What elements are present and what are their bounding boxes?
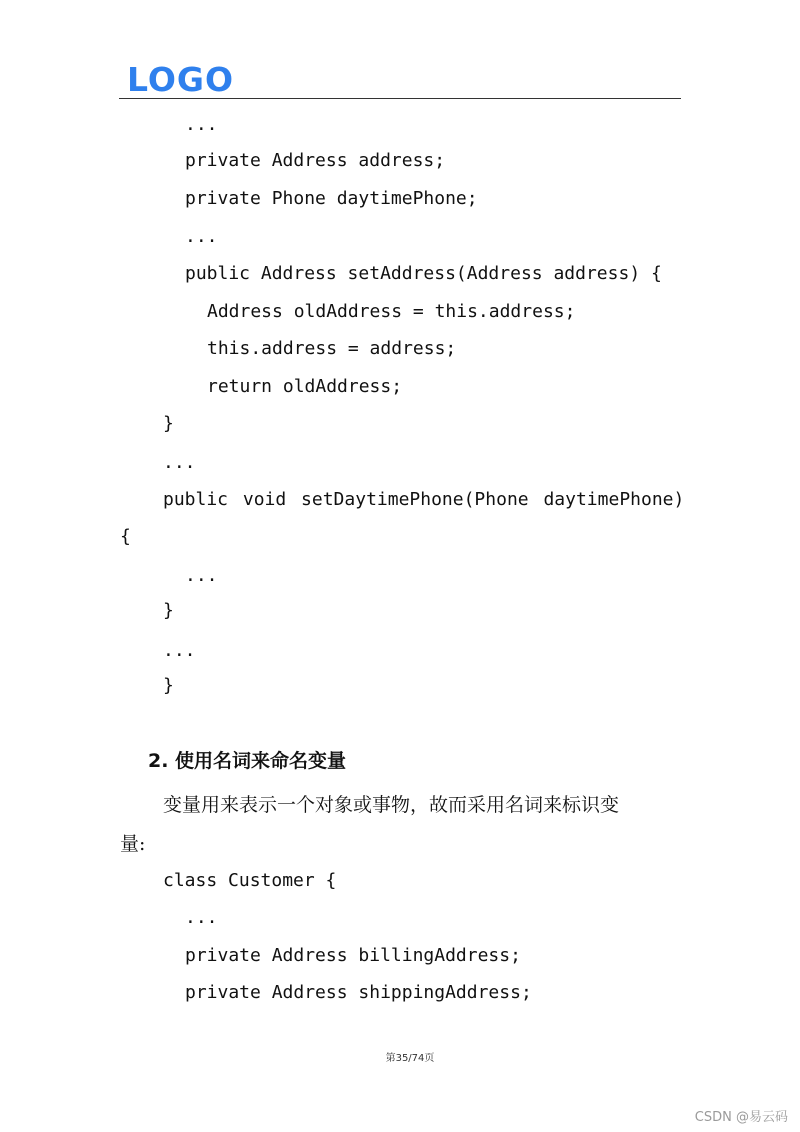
page-number: 第35/74页 — [385, 1053, 435, 1064]
code-line: ... — [185, 114, 218, 135]
code-line: Address oldAddress = this.address; — [207, 301, 576, 322]
logo: LOGO — [127, 60, 235, 99]
code-line: ... — [185, 565, 218, 586]
code-line: private Address shippingAddress; — [185, 982, 532, 1003]
section-heading: 2. 使用名词来命名变量 — [148, 750, 347, 772]
code-line: ... — [185, 907, 218, 928]
code-line: public void setDaytimePhone(Phone daytimePhone) — [163, 489, 685, 510]
code-line: private Address billingAddress; — [185, 945, 521, 966]
code-line: return oldAddress; — [207, 376, 403, 397]
paragraph-line: 量: — [120, 833, 146, 855]
code-line: private Address address; — [185, 150, 446, 171]
paragraph-line: 变量用来表示一个对象或事物，故而采用名词来标识变 — [163, 794, 620, 816]
header-divider — [119, 98, 681, 99]
watermark: CSDN @易云码 — [694, 1110, 788, 1125]
code-line: ... — [163, 452, 196, 473]
code-line: } — [163, 675, 174, 696]
code-line: class Customer { — [163, 870, 337, 891]
code-line: ... — [185, 226, 218, 247]
code-line: private Phone daytimePhone; — [185, 188, 478, 209]
code-line: { — [120, 526, 131, 547]
code-line: this.address = address; — [207, 338, 457, 359]
code-line: ... — [163, 640, 196, 661]
code-line: } — [163, 600, 174, 621]
code-line: public Address setAddress(Address address) { — [185, 263, 662, 284]
code-line: } — [163, 413, 174, 434]
